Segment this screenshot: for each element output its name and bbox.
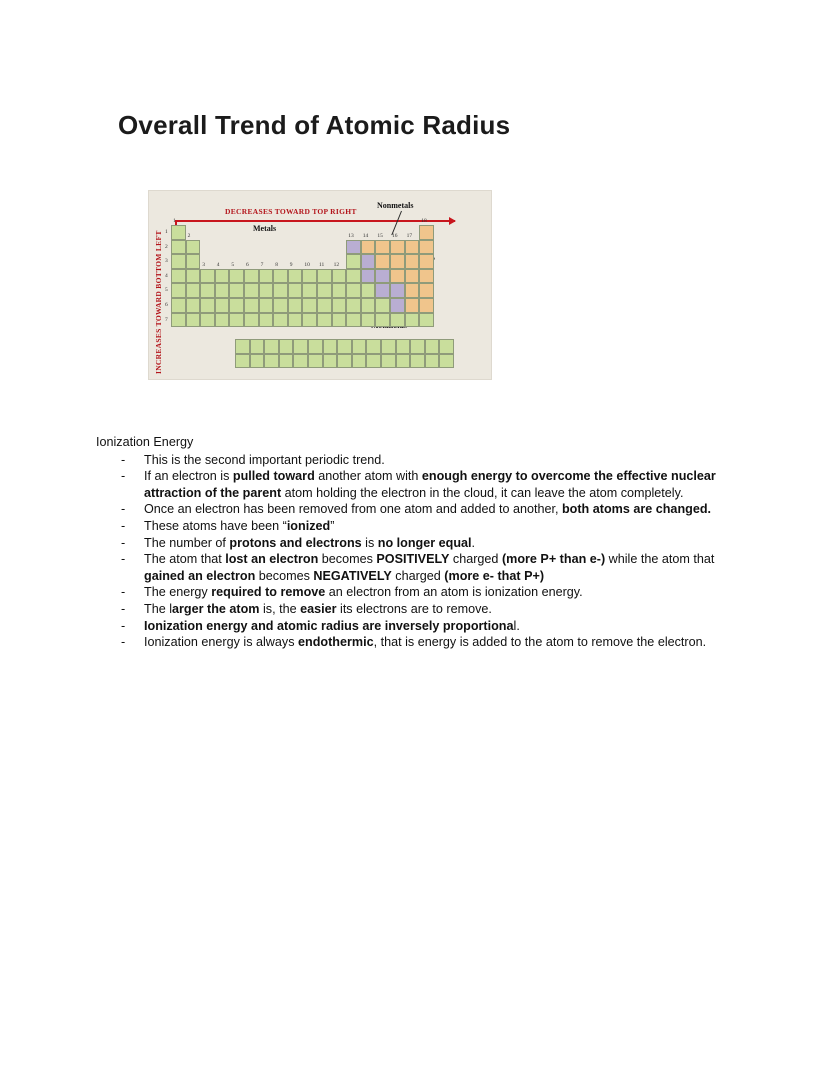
- body-text: This is the second important periodic trend.: [144, 452, 385, 467]
- periodic-table-cell: [302, 283, 317, 298]
- periodic-table-cell: [375, 269, 390, 284]
- periodic-table-cell: [186, 254, 201, 269]
- row-number: 1: [165, 229, 168, 235]
- periodic-table-cell: [250, 354, 265, 369]
- periodic-table-cell: [317, 313, 332, 328]
- body-text: If an electron is: [144, 469, 233, 484]
- periodic-table-cell: [361, 298, 376, 313]
- column-number: 11: [319, 261, 325, 268]
- periodic-table-cell: [171, 298, 186, 313]
- column-number: 14: [362, 232, 369, 239]
- emphasis-text: arger the atom: [172, 601, 260, 616]
- periodic-table-cell: [200, 283, 215, 298]
- emphasis-text: lost an electron: [225, 552, 319, 567]
- periodic-table-cell: [302, 313, 317, 328]
- periodic-table-cell: [323, 354, 338, 369]
- emphasis-text: NEGATIVELY: [313, 568, 392, 583]
- periodic-table-cell: [293, 354, 308, 369]
- body-text: Once an electron has been removed from one atom and added to another,: [144, 502, 562, 517]
- periodic-table-cell: [288, 283, 303, 298]
- periodic-table-cell: [308, 339, 323, 354]
- row-number: 2: [165, 243, 168, 250]
- periodic-table-cell: [250, 339, 265, 354]
- periodic-table-cell: [259, 269, 274, 284]
- periodic-table-cell: [361, 240, 376, 255]
- periodic-table-cell: [361, 254, 376, 269]
- page-title: Overall Trend of Atomic Radius: [118, 110, 511, 140]
- periodic-table-cell: [361, 269, 376, 284]
- periodic-table-cell: [200, 298, 215, 313]
- body-text: .: [471, 535, 476, 550]
- periodic-table-cell: [375, 283, 390, 298]
- periodic-table-cell: [375, 240, 390, 255]
- periodic-table-cell: [215, 313, 230, 328]
- periodic-table-cell: [390, 254, 405, 269]
- periodic-table-cell: [235, 354, 250, 369]
- periodic-table-cell: [279, 339, 294, 354]
- periodic-table-cell: [317, 269, 332, 284]
- periodic-table-cell: [390, 283, 405, 298]
- periodic-table-cell: [308, 354, 323, 369]
- periodic-table-cell: [405, 254, 420, 269]
- periodic-table-cell: [273, 313, 288, 328]
- body-text: while the atom that: [605, 552, 715, 567]
- periodic-table-cell: [390, 313, 405, 328]
- emphasis-text: easier: [300, 601, 337, 616]
- periodic-table-cell: [405, 313, 420, 328]
- body-text: Ionization energy is always: [144, 635, 299, 650]
- periodic-table-cell: [352, 354, 367, 369]
- emphasis-text: ionized: [286, 518, 331, 533]
- list-item: [96, 601, 736, 618]
- periodic-table-cell: [229, 298, 244, 313]
- column-number: 9: [289, 261, 293, 268]
- periodic-table-cell: [186, 283, 201, 298]
- periodic-table-cell: [390, 298, 405, 313]
- periodic-table-cell: [171, 313, 186, 328]
- periodic-table-cell: [273, 298, 288, 313]
- periodic-table-cell: [346, 240, 361, 255]
- bullet-list: [96, 452, 736, 651]
- periodic-table-cell: [229, 313, 244, 328]
- periodic-table-cell: [425, 339, 440, 354]
- body-text: , that is energy is added to the atom to remove the electron.: [373, 635, 707, 650]
- periodic-table-cell: [375, 313, 390, 328]
- periodic-table-cell: [396, 339, 411, 354]
- emphasis-text: (more e- that P+): [444, 568, 545, 583]
- periodic-table-cell: [244, 313, 259, 328]
- periodic-table-cell: [410, 339, 425, 354]
- periodic-table-cell: [288, 298, 303, 313]
- body-text: The energy: [144, 585, 212, 600]
- periodic-table-cell: [273, 283, 288, 298]
- periodic-table-cell: [439, 354, 454, 369]
- periodic-table-cell: [405, 298, 420, 313]
- periodic-table-cell: [346, 313, 361, 328]
- periodic-table-cell: [171, 254, 186, 269]
- body-text: l.: [513, 618, 520, 633]
- row-number: 3: [165, 258, 168, 265]
- row-number: 4: [165, 272, 168, 279]
- periodic-table-cell: [346, 283, 361, 298]
- periodic-table-cell: [171, 269, 186, 284]
- periodic-table-cell: [419, 269, 434, 284]
- periodic-table-cell: [332, 269, 347, 284]
- row-number: 5: [165, 287, 168, 294]
- periodic-table-cell: [419, 225, 434, 240]
- body-text: atom holding the electron in the cloud, it can leave the atom completely.: [281, 485, 684, 500]
- emphasis-text: POSITIVELY: [376, 552, 450, 567]
- column-number: 3: [202, 261, 205, 268]
- periodic-table-cell: [171, 240, 186, 255]
- emphasis-text: Ionization energy and atomic radius are inversely proportiona: [144, 618, 514, 633]
- periodic-table-cell: [332, 298, 347, 313]
- emphasis-text: no longer equal: [377, 535, 472, 550]
- body-text: an electron from an atom is ionization energy.: [325, 585, 583, 600]
- periodic-table-cell: [390, 240, 405, 255]
- periodic-table-cell: [244, 298, 259, 313]
- periodic-table-cell: [346, 254, 361, 269]
- periodic-table-cell: [396, 354, 411, 369]
- periodic-table-cell: [229, 269, 244, 284]
- list-item: [96, 452, 736, 469]
- periodic-table-cell: [419, 254, 434, 269]
- periodic-table-cell: [186, 240, 201, 255]
- periodic-table-cell: [375, 298, 390, 313]
- periodic-table-cell: [229, 283, 244, 298]
- emphasis-text: both atoms are changed.: [561, 502, 712, 517]
- row-number: 7: [165, 316, 168, 323]
- periodic-table-cell: [419, 240, 434, 255]
- periodic-table-cell: [259, 283, 274, 298]
- periodic-table-cell: [405, 283, 420, 298]
- periodic-table-cell: [244, 269, 259, 284]
- list-item: [96, 501, 736, 518]
- figure-canvas: [149, 191, 491, 379]
- column-number: 17: [406, 232, 413, 239]
- metals-label: Metals: [253, 224, 277, 233]
- periodic-table-cell: [186, 269, 201, 284]
- periodic-table-cell: [337, 339, 352, 354]
- periodic-table-cell: [302, 269, 317, 284]
- body-text: becomes: [318, 552, 377, 567]
- column-number: 10: [304, 261, 310, 268]
- periodic-table-cell: [215, 269, 230, 284]
- column-number: 2: [187, 232, 191, 239]
- body-text: its electrons are to remove.: [336, 601, 492, 616]
- column-number: 4: [216, 261, 220, 268]
- periodic-table-cell: [317, 298, 332, 313]
- periodic-table-cell: [337, 354, 352, 369]
- periodic-table-cell: [293, 339, 308, 354]
- periodic-table-cell: [332, 283, 347, 298]
- decreases-arrow-icon: [177, 220, 455, 222]
- periodic-table-cell: [405, 269, 420, 284]
- column-number: 5: [231, 261, 235, 268]
- list-item: [96, 551, 736, 584]
- periodic-table-cell: [405, 240, 420, 255]
- list-item: [96, 468, 736, 501]
- periodic-table-cell: [264, 354, 279, 369]
- emphasis-text: enough energy to overcome the effective nuclear attraction of the parent: [144, 469, 716, 500]
- body-text: charged: [449, 552, 502, 567]
- body-text: is: [361, 535, 378, 550]
- body-text: The number of: [144, 535, 230, 550]
- periodic-table-cell: [390, 269, 405, 284]
- periodic-table-cell: [410, 354, 425, 369]
- periodic-table-cell: [259, 298, 274, 313]
- periodic-table-cell: [425, 354, 440, 369]
- periodic-table-cell: [346, 269, 361, 284]
- body-text: is, the: [259, 601, 301, 616]
- periodic-table-cell: [244, 283, 259, 298]
- list-item: [96, 535, 736, 552]
- column-number: 6: [246, 261, 249, 268]
- periodic-table-cell: [264, 339, 279, 354]
- body-text: The l: [144, 601, 172, 616]
- periodic-table-cell: [273, 269, 288, 284]
- column-number: 7: [260, 261, 264, 268]
- body-text: The atom that: [144, 552, 226, 567]
- list-item: [96, 634, 736, 651]
- periodic-table-cell: [302, 298, 317, 313]
- body-text: charged: [391, 568, 445, 583]
- periodic-table-cell: [186, 313, 201, 328]
- periodic-table-cell: [317, 283, 332, 298]
- periodic-table-cell: [366, 339, 381, 354]
- periodic-table-cell: [259, 313, 274, 328]
- periodic-table-cell: [439, 339, 454, 354]
- periodic-table-cell: [419, 313, 434, 328]
- increases-arrow-label: INCREASES TOWARD BOTTOM LEFT: [154, 230, 163, 374]
- body-text: becomes: [255, 568, 314, 583]
- emphasis-text: protons and electrons: [229, 535, 362, 550]
- body-text: These atoms have been “: [144, 518, 287, 533]
- periodic-table-cell: [381, 354, 396, 369]
- periodic-table-cell: [215, 283, 230, 298]
- periodic-table-cell: [288, 313, 303, 328]
- periodic-table-cell: [366, 354, 381, 369]
- periodic-table-cell: [186, 298, 201, 313]
- list-item: [96, 618, 736, 635]
- column-number: 12: [333, 261, 340, 268]
- periodic-table-cell: [346, 298, 361, 313]
- periodic-table-cell: [235, 339, 250, 354]
- periodic-table-cell: [332, 313, 347, 328]
- periodic-table-cell: [361, 283, 376, 298]
- decreases-arrow-label: DECREASES TOWARD TOP RIGHT: [225, 207, 357, 216]
- emphasis-text: (more P+ than e-): [501, 552, 606, 567]
- section-heading: Ionization Energy: [96, 435, 194, 449]
- column-number: 1: [173, 218, 176, 224]
- periodic-table-cell: [419, 283, 434, 298]
- notes-content: [96, 434, 736, 651]
- column-number: 8: [275, 261, 278, 268]
- nonmetals-label: Nonmetals: [377, 201, 414, 210]
- periodic-table-cell: [279, 354, 294, 369]
- periodic-table-figure: [148, 190, 492, 380]
- emphasis-text: pulled toward: [232, 469, 315, 484]
- column-number: 18: [421, 218, 427, 224]
- periodic-table-cell: [171, 283, 186, 298]
- column-number: 13: [348, 232, 354, 239]
- periodic-table-cell: [288, 269, 303, 284]
- emphasis-text: required to remove: [211, 585, 326, 600]
- column-number: 16: [392, 232, 398, 239]
- periodic-table-cell: [375, 254, 390, 269]
- periodic-table-cell: [200, 269, 215, 284]
- periodic-table-cell: [419, 298, 434, 313]
- body-text: another atom with: [314, 469, 422, 484]
- periodic-table-cell: [352, 339, 367, 354]
- periodic-table-cell: [171, 225, 186, 240]
- periodic-table-cell: [381, 339, 396, 354]
- body-text: ”: [330, 518, 335, 533]
- periodic-table-cell: [361, 313, 376, 328]
- row-number: 6: [165, 302, 168, 308]
- emphasis-text: endothermic: [298, 635, 374, 650]
- column-number: 15: [377, 232, 383, 239]
- emphasis-text: gained an electron: [144, 568, 256, 583]
- periodic-table-cell: [215, 298, 230, 313]
- list-item: [96, 518, 736, 535]
- periodic-table-cell: [200, 313, 215, 328]
- list-item: [96, 584, 736, 601]
- periodic-table-cell: [323, 339, 338, 354]
